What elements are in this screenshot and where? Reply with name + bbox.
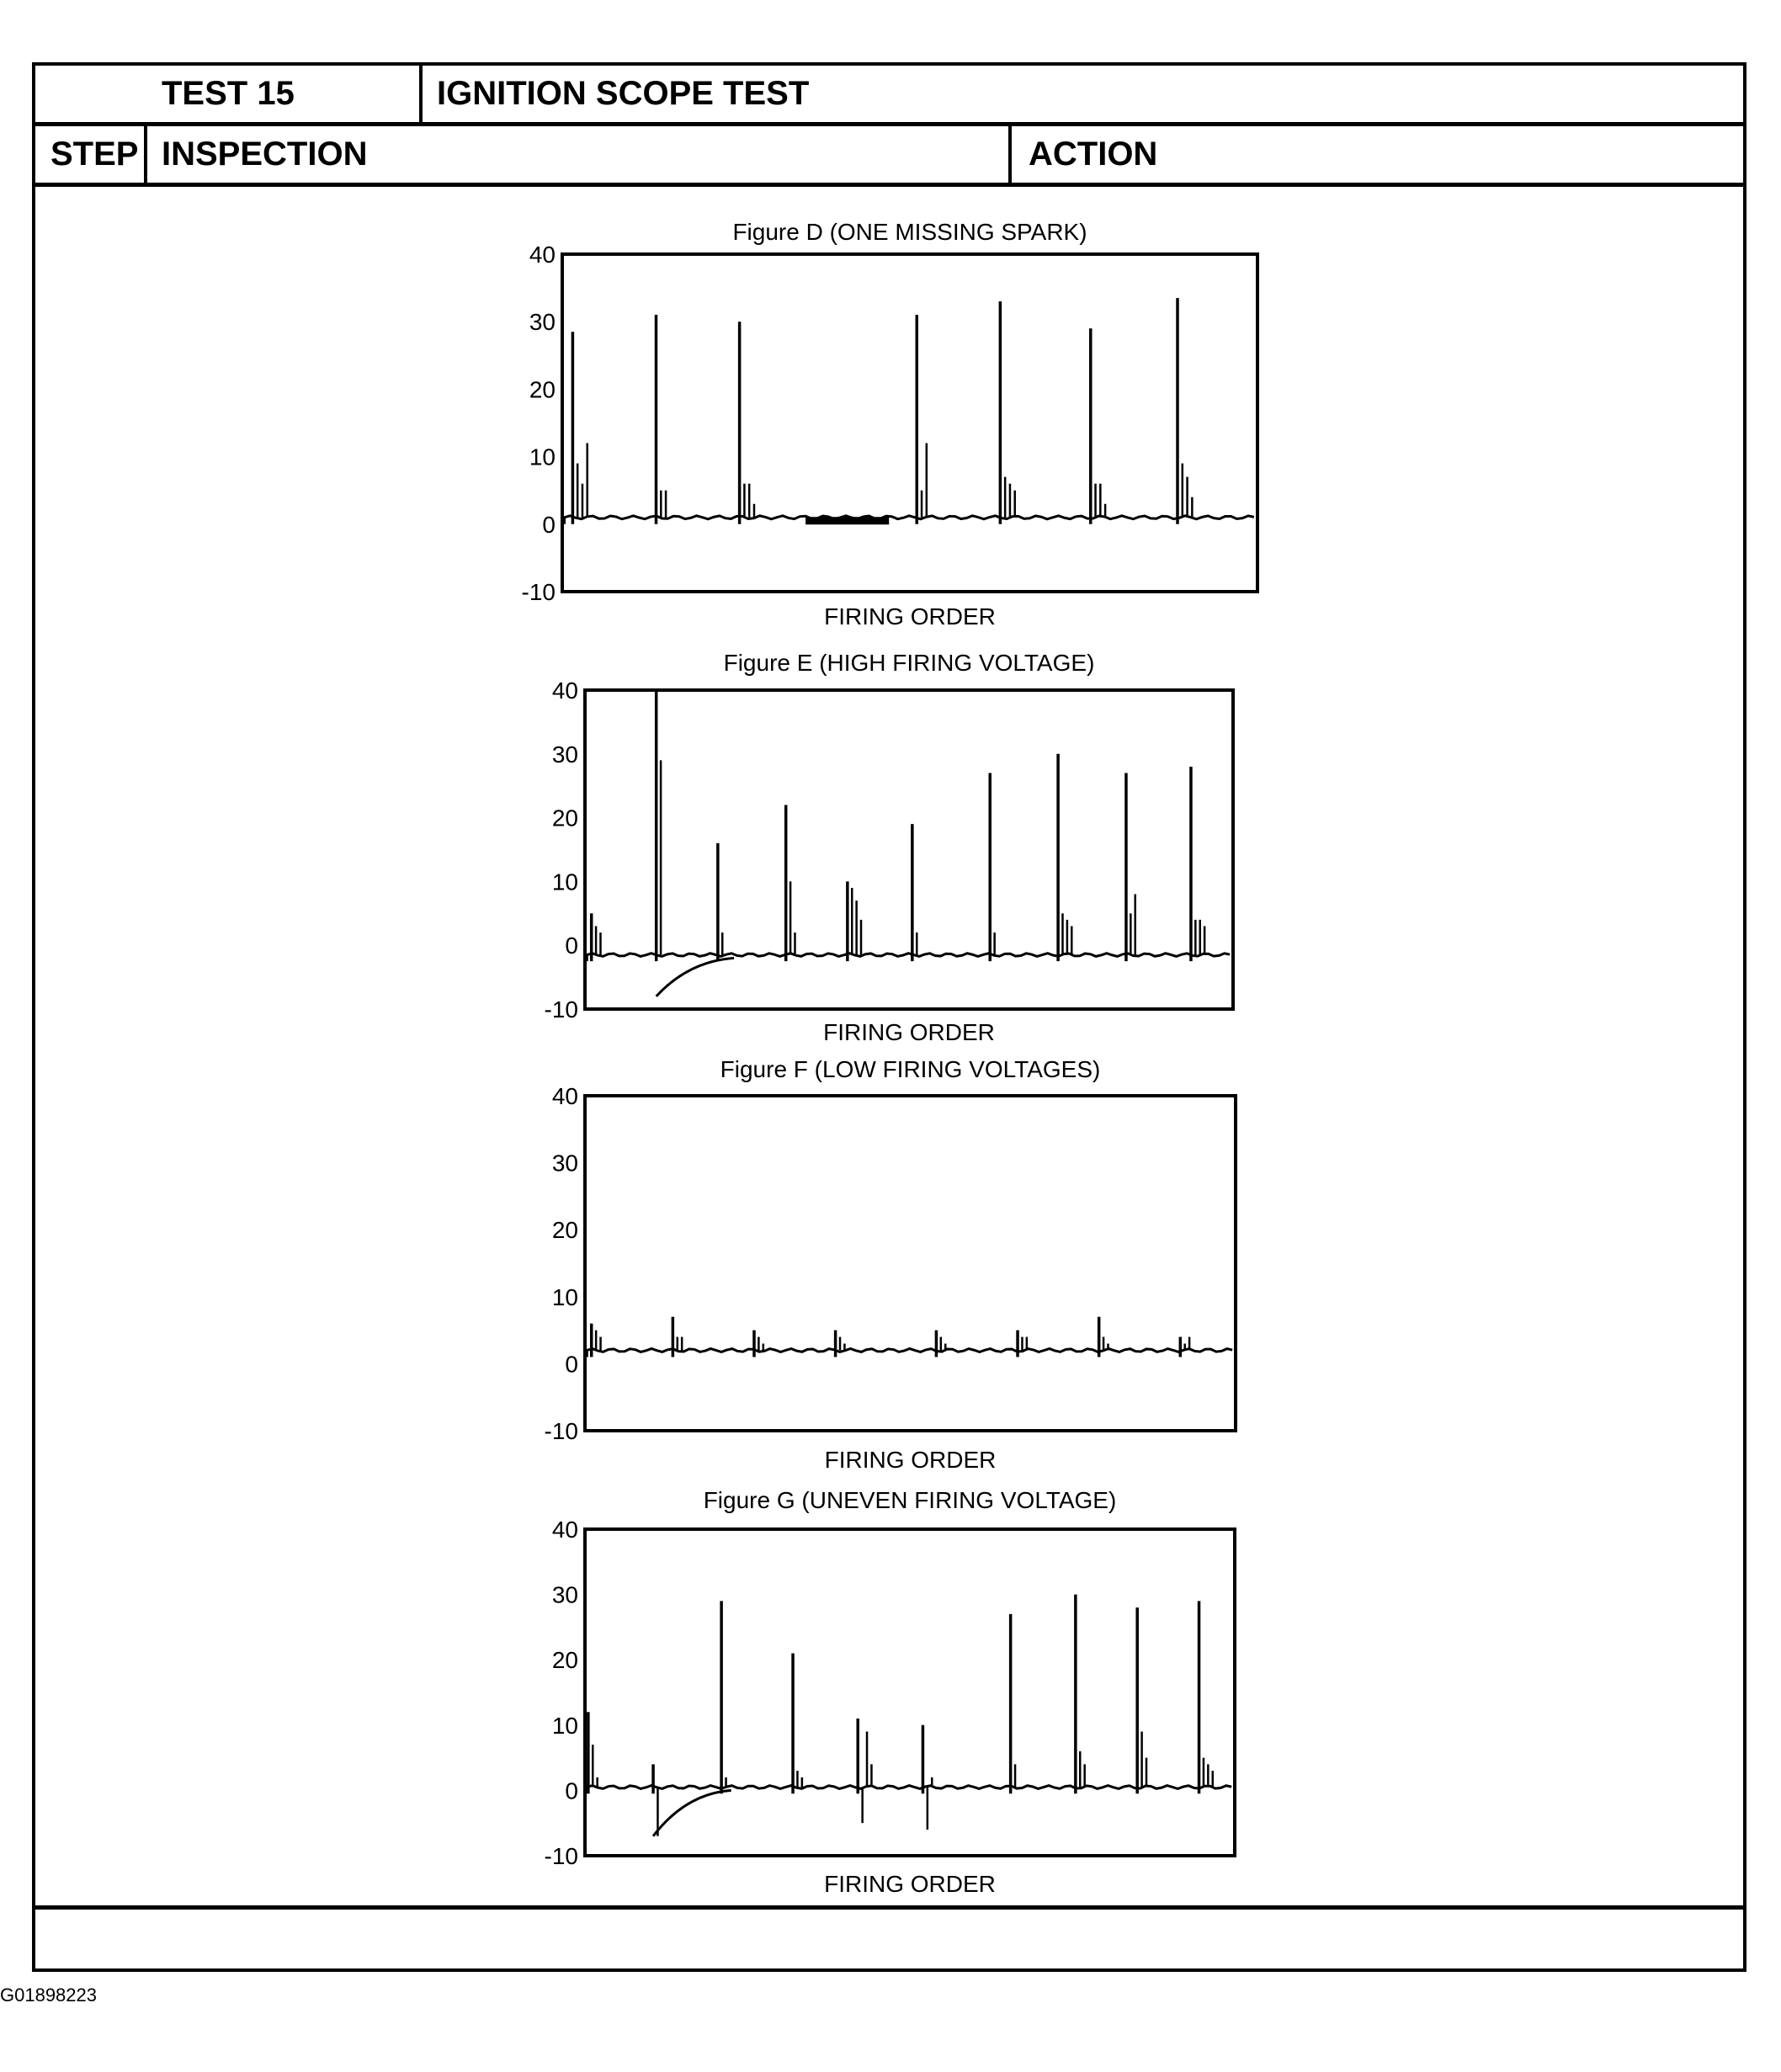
y-tick-label: 20: [551, 805, 578, 831]
y-tick-label: -10: [544, 1418, 578, 1444]
plot-frame: [562, 254, 1257, 592]
y-tick-label: 30: [551, 741, 578, 768]
y-tick-label: -10: [544, 1843, 578, 1869]
figure-id: G01898223: [0, 1984, 97, 2006]
waveform-baseline: [564, 516, 1253, 524]
chart-title: Figure D (ONE MISSING SPARK): [732, 219, 1087, 245]
waveform-baseline: [587, 954, 1230, 961]
y-tick-label: 0: [565, 932, 578, 959]
voltage-dip: [657, 958, 734, 996]
x-axis-label: FIRING ORDER: [824, 603, 996, 630]
y-tick-label: 20: [529, 376, 556, 403]
y-tick-label: 20: [551, 1217, 578, 1244]
inspection-header: INSPECTION: [162, 135, 368, 173]
y-tick-label: 30: [551, 1581, 578, 1608]
y-tick-label: 10: [529, 444, 556, 470]
y-tick-label: 40: [551, 677, 578, 704]
y-tick-label: 20: [551, 1647, 578, 1674]
chart-title: Figure E (HIGH FIRING VOLTAGE): [723, 650, 1095, 676]
step-header: STEP: [51, 135, 139, 173]
y-tick-label: -10: [544, 996, 578, 1023]
y-tick-label: 0: [565, 1351, 578, 1378]
waveform-baseline: [587, 1348, 1232, 1357]
x-axis-label: FIRING ORDER: [824, 1447, 997, 1473]
plot-frame: [585, 1096, 1236, 1431]
y-tick-label: 10: [551, 1283, 578, 1310]
y-tick-label: 30: [529, 309, 556, 336]
waveform-baseline: [587, 1786, 1231, 1794]
x-axis-label: FIRING ORDER: [824, 1871, 996, 1897]
voltage-dip: [653, 1790, 731, 1836]
y-tick-label: 10: [551, 1712, 578, 1739]
test-number: TEST 15: [162, 75, 295, 112]
chart-title: Figure F (LOW FIRING VOLTAGES): [720, 1056, 1101, 1082]
y-tick-label: 40: [551, 1517, 578, 1543]
plot-frame: [585, 690, 1233, 1009]
y-tick-label: -10: [521, 579, 556, 605]
y-tick-label: 40: [551, 1083, 578, 1109]
y-tick-label: 0: [542, 511, 556, 538]
action-header: ACTION: [1029, 135, 1158, 173]
x-axis-label: FIRING ORDER: [823, 1019, 995, 1045]
test-title: IGNITION SCOPE TEST: [437, 75, 810, 112]
chart-title: Figure G (UNEVEN FIRING VOLTAGE): [703, 1487, 1117, 1513]
y-tick-label: 10: [551, 869, 578, 895]
y-tick-label: 0: [565, 1777, 578, 1804]
y-tick-label: 30: [551, 1150, 578, 1177]
y-tick-label: 40: [529, 242, 556, 268]
